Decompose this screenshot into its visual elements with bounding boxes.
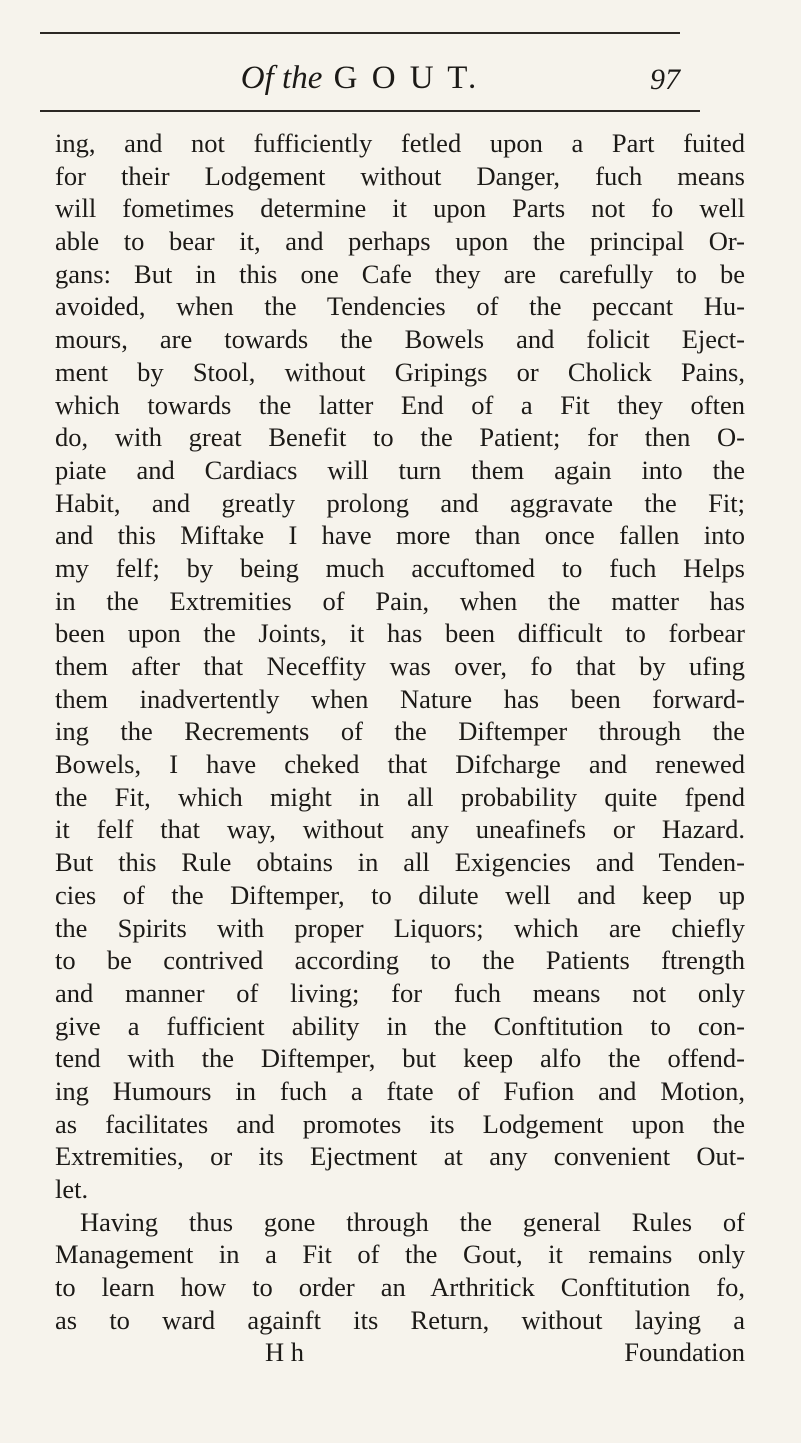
text-line: ing the Recrements of the Diftemper through the: [55, 716, 745, 747]
text-line: the Spirits with proper Liquors; which are chiefly: [55, 912, 745, 943]
running-title-main: G O U T.: [333, 60, 480, 96]
text-line: piate and Cardiacs will turn them again into the: [55, 454, 745, 485]
catchword: Foundation: [624, 1337, 745, 1368]
text-line: as to ward againft its Return, without laying a: [55, 1304, 745, 1335]
text-line: avoided, when the Tendencies of the peccant Hu-: [55, 291, 745, 322]
page-header: [40, 58, 680, 108]
text-line: for their Lodgement without Danger, fuch means: [55, 160, 745, 191]
text-line: to be contrived according to the Patients ftrength: [55, 945, 745, 976]
text-line: them inadvertently when Nature has been forward-: [55, 683, 745, 714]
text-line: cies of the Diftemper, to dilute well and keep up: [55, 879, 745, 910]
text-line: my felf; by being much accuftomed to fuch Helps: [55, 552, 745, 583]
text-line: been upon the Joints, it has been difficult to forbear: [55, 618, 745, 649]
text-line: will fometimes determine it upon Parts not fo well: [55, 193, 745, 224]
running-title: [40, 58, 680, 98]
text-line: let.: [55, 1174, 89, 1204]
text-line: ing Humours in fuch a ftate of Fufion and Motion,: [55, 1075, 745, 1106]
header-rule: [40, 110, 700, 112]
text-line: and this Miftake I have more than once fallen into: [55, 520, 745, 551]
top-border-rule: [40, 32, 680, 34]
text-line: in the Extremities of Pain, when the matter has: [55, 585, 745, 616]
text-line: do, with great Benefit to the Patient; for then O-: [55, 422, 745, 453]
text-line: the Fit, which might in all probability quite fpend: [55, 781, 745, 812]
text-line: which towards the latter End of a Fit they often: [55, 389, 745, 420]
text-line: mours, are towards the Bowels and folicit Eject-: [55, 324, 745, 355]
text-line: as facilitates and promotes its Lodgement upon the: [55, 1108, 745, 1139]
text-line: able to bear it, and perhaps upon the principal Or-: [55, 226, 745, 257]
text-line: tend with the Diftemper, but keep alfo the offend-: [55, 1043, 745, 1074]
running-title-prefix: Of the: [240, 60, 323, 96]
page-number: 97: [650, 63, 680, 96]
signature-mark: H h: [265, 1337, 305, 1368]
text-line: Extremities, or its Ejectment at any convenient Out-: [55, 1141, 745, 1172]
text-line: ing, and not fufficiently fetled upon a Part fuited: [55, 128, 745, 158]
text-line: it felf that way, without any uneafinefs or Hazard.: [55, 814, 745, 845]
text-line: ment by Stool, without Gripings or Cholick Pains,: [55, 356, 745, 387]
body-text: [55, 127, 745, 1369]
text-line: give a fufficient ability in the Conftitution to con-: [55, 1010, 745, 1041]
text-line: Bowels, I have cheked that Difcharge and renewed: [55, 749, 745, 780]
text-line: Habit, and greatly prolong and aggravate the Fit;: [55, 487, 745, 518]
text-line: to learn how to order an Arthritick Conftitution fo,: [55, 1272, 745, 1303]
paragraph-2: [55, 1238, 745, 1336]
footer-line: [55, 1336, 745, 1369]
text-line: gans: But in this one Cafe they are carefully to be: [55, 258, 745, 289]
paragraph-2-first-line: Having thus gone through the general Rules of: [80, 1206, 745, 1237]
paragraph-1: [55, 127, 745, 1206]
text-line: them after that Neceffity was over, fo that by ufing: [55, 651, 745, 681]
text-line: But this Rule obtains in all Exigencies and Tenden-: [55, 847, 745, 878]
text-line: and manner of living; for fuch means not only: [55, 977, 745, 1008]
text-line: Management in a Fit of the Gout, it remains only: [55, 1239, 745, 1270]
